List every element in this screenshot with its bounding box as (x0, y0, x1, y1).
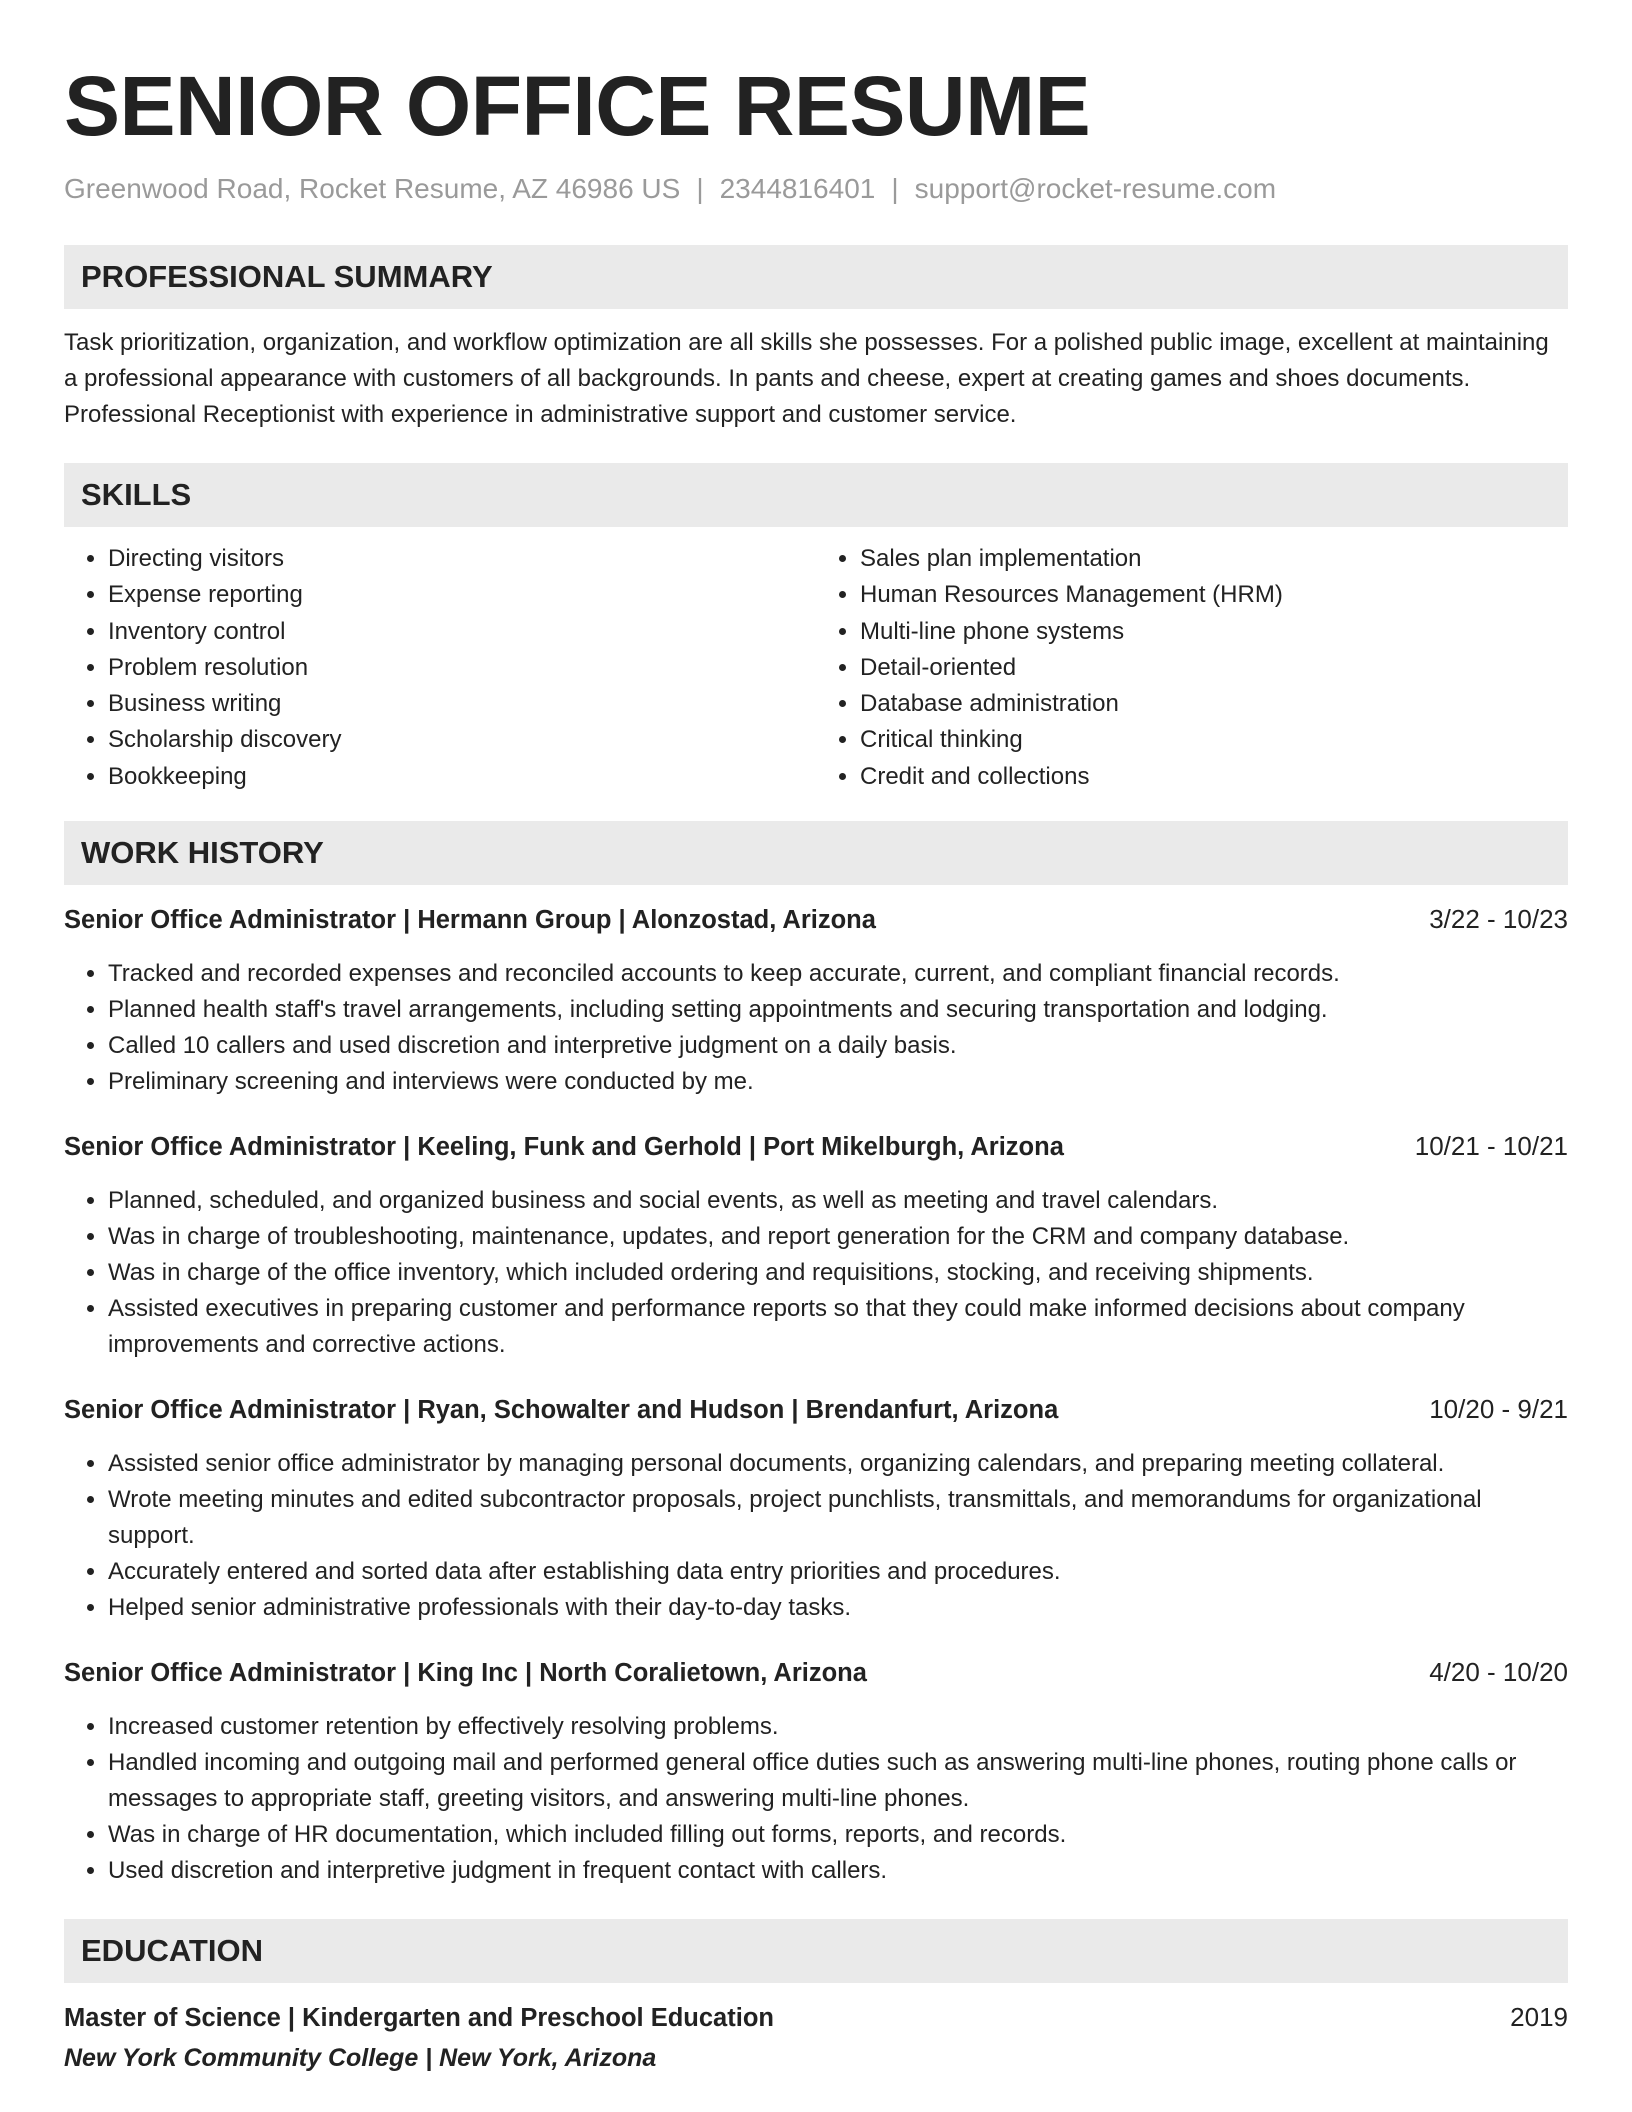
job-title: Senior Office Administrator | Keeling, Funk and Gerhold | Port Mikelburgh, Arizona (64, 1133, 1064, 1162)
job-entry (64, 1128, 1568, 1363)
skills-column-left (64, 541, 816, 795)
job-bullet: • Tracked and recorded expenses and reconciled accounts to keep accurate, current, and compliant financial records. (108, 956, 1568, 992)
skill-item: • Business writing (108, 686, 816, 722)
job-bullets (64, 1183, 1568, 1363)
resume-title: SENIOR OFFICE RESUME (64, 59, 1091, 153)
job-title: Senior Office Administrator | King Inc | North Coralietown, Arizona (64, 1659, 867, 1688)
skill-item: • Sales plan implementation (860, 541, 1568, 577)
job-entry (64, 901, 1568, 1100)
job-bullet: • Assisted executives in preparing customer and performance reports so that they could make informed decisions about company improvements and corrective actions. (108, 1291, 1568, 1363)
job-bullet: • Wrote meeting minutes and edited subcontractor proposals, project punchlists, transmittals, and memorandums for organizational support. (108, 1482, 1568, 1554)
skill-item: • Bookkeeping (108, 759, 816, 795)
job-bullet: • Handled incoming and outgoing mail and performed general office duties such as answering multi-line phones, routing phone calls or messages to appropriate staff, greeting visitors, and answering multi-line phones. (108, 1745, 1568, 1817)
skill-item: • Human Resources Management (HRM) (860, 577, 1568, 613)
section-header-skills: SKILLS (64, 463, 1568, 527)
skill-item: • Credit and collections (860, 759, 1568, 795)
skill-item: • Inventory control (108, 614, 816, 650)
job-bullet: • Was in charge of HR documentation, which included filling out forms, reports, and records. (108, 1817, 1568, 1853)
summary-text: Task prioritization, organization, and workflow optimization are all skills she possesses. For a polished public image, excellent at maintaining a professional appearance with customers of all backgrounds. In pants and cheese, expert at creating games and shoes documents. Professional Receptionist with experience in administrative support and customer service. (64, 329, 1549, 428)
job-bullets (64, 1709, 1568, 1889)
section-header-work-history: WORK HISTORY (64, 821, 1568, 885)
job-bullet: • Planned health staff's travel arrangements, including setting appointments and securing transportation and lodging. (108, 992, 1568, 1028)
contact-line (64, 172, 1568, 206)
education-year: 2019 (1510, 2002, 1568, 2033)
skill-item: • Detail-oriented (860, 650, 1568, 686)
contact-separator: | (696, 173, 704, 204)
section-header-education: EDUCATION (64, 1919, 1568, 1983)
skill-item: • Problem resolution (108, 650, 816, 686)
job-bullet: • Used discretion and interpretive judgment in frequent contact with callers. (108, 1853, 1568, 1889)
job-header (64, 901, 1568, 938)
job-bullet: • Was in charge of troubleshooting, maintenance, updates, and report generation for the CRM and company database. (108, 1219, 1568, 1255)
skill-item: • Directing visitors (108, 541, 816, 577)
education-header (64, 1999, 1568, 2036)
job-bullet: • Preliminary screening and interviews were conducted by me. (108, 1064, 1568, 1100)
job-dates: 10/20 - 9/21 (1429, 1394, 1568, 1425)
skills-column-right (816, 541, 1568, 795)
skill-item: • Database administration (860, 686, 1568, 722)
contact-address: Greenwood Road, Rocket Resume, AZ 46986 US (64, 173, 681, 204)
job-title: Senior Office Administrator | Hermann Group | Alonzostad, Arizona (64, 906, 876, 935)
skill-item: • Critical thinking (860, 722, 1568, 758)
education-degree: Master of Science | Kindergarten and Preschool Education (64, 2004, 774, 2033)
job-entry (64, 1391, 1568, 1626)
job-dates: 10/21 - 10/21 (1414, 1131, 1568, 1162)
contact-phone: 2344816401 (719, 173, 876, 204)
job-bullet: • Called 10 callers and used discretion and interpretive judgment on a daily basis. (108, 1028, 1568, 1064)
education-school: New York Community College | New York, Arizona (64, 2044, 657, 2073)
job-bullet: • Accurately entered and sorted data after establishing data entry priorities and procedures. (108, 1554, 1568, 1590)
job-entry (64, 1654, 1568, 1889)
skill-item: • Expense reporting (108, 577, 816, 613)
job-bullets (64, 956, 1568, 1100)
job-bullet: • Helped senior administrative professionals with their day-to-day tasks. (108, 1590, 1568, 1626)
contact-separator: | (891, 173, 899, 204)
job-header (64, 1654, 1568, 1691)
skill-item: • Multi-line phone systems (860, 614, 1568, 650)
skill-item: • Scholarship discovery (108, 722, 816, 758)
job-dates: 4/20 - 10/20 (1429, 1657, 1568, 1688)
job-title: Senior Office Administrator | Ryan, Schowalter and Hudson | Brendanfurt, Arizona (64, 1396, 1059, 1425)
job-header (64, 1128, 1568, 1165)
section-header-summary: PROFESSIONAL SUMMARY (64, 245, 1568, 309)
job-bullets (64, 1446, 1568, 1626)
job-bullet: • Planned, scheduled, and organized business and social events, as well as meeting and travel calendars. (108, 1183, 1568, 1219)
skills-list (64, 541, 1568, 795)
job-bullet: • Was in charge of the office inventory, which included ordering and requisitions, stocking, and receiving shipments. (108, 1255, 1568, 1291)
contact-email: support@rocket-resume.com (914, 173, 1277, 204)
job-bullet: • Assisted senior office administrator by managing personal documents, organizing calendars, and preparing meeting collateral. (108, 1446, 1568, 1482)
job-bullet: • Increased customer retention by effectively resolving problems. (108, 1709, 1568, 1745)
job-header (64, 1391, 1568, 1428)
job-dates: 3/22 - 10/23 (1429, 904, 1568, 935)
